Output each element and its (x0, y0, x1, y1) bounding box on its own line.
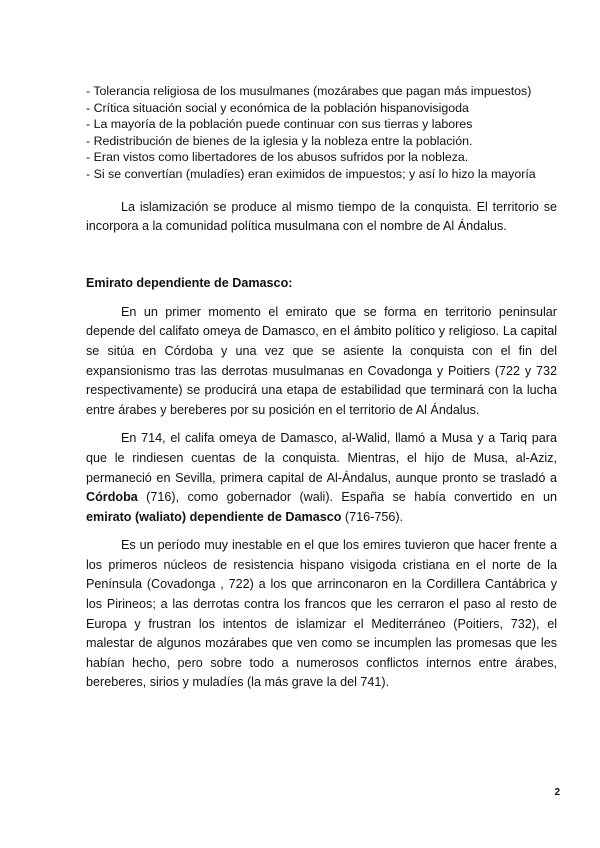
paragraph-first-moment: En un primer momento el emirato que se forma en territorio peninsular depende del califato omeya de Damasco, en el ámbito político y religioso. La capital se sitúa en Córdoba y una vez que se asiente la conquista con el fin del expansionismo tras las derrotas musulmanas en Covadonga y Poitiers (722 y 732 respectivamente) se producirá una etapa de estabilidad que terminará con la lucha entre árabes y bereberes por su posición en el territorio de Al Ándalus. (86, 304, 557, 417)
page-number: 2 (554, 787, 560, 798)
islamization-paragraph: La islamización se produce al mismo tiempo de la conquista. El territorio se incorpora a la comunidad política musulmana con el nombre de Al Ándalus. (86, 199, 557, 234)
list-item: - Redistribución de bienes de la iglesia y la nobleza entre la población. (86, 133, 473, 148)
paragraph-text: (716), como gobernador (wali). España se había convertido en un (137, 490, 557, 505)
causes-list (86, 83, 557, 183)
section-heading: Emirato dependiente de Damasco: (86, 275, 293, 290)
list-item: - Tolerancia religiosa de los musulmanes (mozárabes que pagan más impuestos) (86, 84, 532, 98)
page-content (86, 83, 557, 693)
list-item: - Si se convertían (muladíes) eran eximidos de impuestos; y así lo hizo la mayoría (86, 166, 536, 181)
paragraph-text: (716-756). (341, 509, 404, 524)
bold-emirato: emirato (waliato) dependiente de Damasco (86, 509, 342, 524)
list-item: - Eran vistos como libertadores de los abusos sufridos por la nobleza. (86, 150, 469, 165)
paragraph-text: En 714, el califa omeya de Damasco, al-Walid, llamó a Musa y a Tariq para que le rindiesen cuentas de la conquista. Mientras, el hijo de Musa, al-Aziz, permaneció en Sevilla, primera capital de Al-Ándalus, aunque pronto se trasladó a (86, 431, 557, 485)
paragraph-unstable-period: Es un período muy inestable en el que los emires tuvieron que hacer frente a los primeros núcleos de resistencia hispano visigoda cristiana en el norte de la Península (Covadonga , 722) a los que arrinconaron en la Cordillera Cantábrica y los Pirineos; a las derrotas contra los francos que les cerraron el paso al resto de Europa y frustran los intentos de islamizar el Mediterráneo (Poitiers, 732), el malestar de algunos mozárabes que ven como se incumplen las promesas que les habían hecho, pero sobre todo a numerosos conflictos internos entre árabes, bereberes, sirios y muladíes (la más grave la del 741). (86, 538, 557, 690)
paragraph-714 (86, 429, 557, 527)
list-item: - Crítica situación social y económica de la población hispanovisigoda (86, 100, 469, 115)
bold-cordoba: Córdoba (86, 490, 138, 505)
list-item: - La mayoría de la población puede continuar con sus tierras y labores (86, 117, 473, 132)
